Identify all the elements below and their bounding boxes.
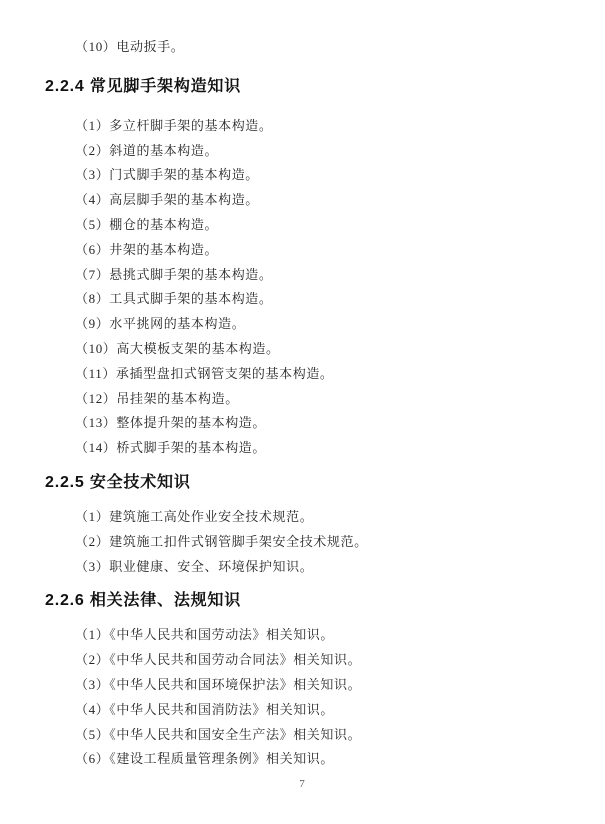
list-item: （7）悬挑式脚手架的基本构造。 xyxy=(75,266,273,282)
list-item: （2）斜道的基本构造。 xyxy=(75,142,219,158)
list-item: （6）《建设工程质量管理条例》相关知识。 xyxy=(75,751,335,767)
list-item: （3）《中华人民共和国环境保护法》相关知识。 xyxy=(75,676,362,692)
list-item: （12）吊挂架的基本构造。 xyxy=(75,390,239,406)
section-heading: 2.2.4 常见脚手架构造知识 xyxy=(45,77,242,95)
document-section xyxy=(45,470,565,579)
list-item: （3）职业健康、安全、环境保护知识。 xyxy=(75,558,314,574)
document-section xyxy=(45,588,565,772)
list-item: （13）整体提升架的基本构造。 xyxy=(75,415,267,431)
list-item: （5）《中华人民共和国安全生产法》相关知识。 xyxy=(75,726,362,742)
list-item: （5）棚仓的基本构造。 xyxy=(75,216,219,232)
section-heading: 2.2.5 安全技术知识 xyxy=(45,473,191,491)
list-item: （1）《中华人民共和国劳动法》相关知识。 xyxy=(75,627,335,643)
section-heading: 2.2.6 相关法律、法规知识 xyxy=(45,592,242,610)
list-item: （3）门式脚手架的基本构造。 xyxy=(75,167,259,183)
list-item: （8）工具式脚手架的基本构造。 xyxy=(75,291,273,307)
list-item: （2）建筑施工扣件式钢管脚手架安全技术规范。 xyxy=(75,533,368,549)
page-number: 7 xyxy=(299,778,306,790)
list-item: （4）高层脚手架的基本构造。 xyxy=(75,192,259,208)
list-item: （6）井架的基本构造。 xyxy=(75,241,219,257)
list-item: （10）电动扳手。 xyxy=(75,39,185,54)
document-section xyxy=(45,74,565,461)
sections-container xyxy=(45,74,565,772)
list-item: （2）《中华人民共和国劳动合同法》相关知识。 xyxy=(75,652,362,668)
list-item: （1）建筑施工高处作业安全技术规范。 xyxy=(75,508,314,524)
list-item: （10）高大模板支架的基本构造。 xyxy=(75,340,280,356)
list-item: （14）桥式脚手架的基本构造。 xyxy=(75,440,267,456)
list-item: （9）水平挑网的基本构造。 xyxy=(75,316,246,332)
list-item: （1）多立杆脚手架的基本构造。 xyxy=(75,117,273,133)
list-item: （4）《中华人民共和国消防法》相关知识。 xyxy=(75,701,335,717)
list-item: （11）承插型盘扣式钢管支架的基本构造。 xyxy=(75,365,334,381)
